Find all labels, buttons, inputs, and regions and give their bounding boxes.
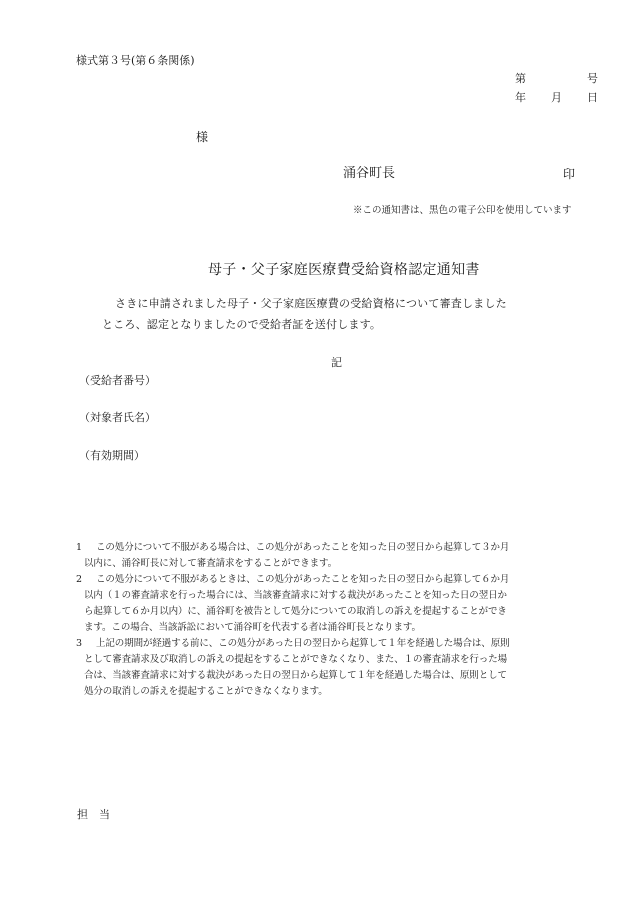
form-label: 様式第３号(第６条関係) — [76, 54, 195, 67]
note-line: 以内（１の審査請求を行った場合には、当該審査請求に対する裁決があったことを知った日の翌日か — [84, 590, 507, 601]
ki-label: 記 — [331, 356, 342, 369]
note-number: 3 — [76, 638, 82, 649]
note-item — [76, 636, 546, 700]
date-month: 月 — [551, 91, 562, 104]
date-year: 年 — [515, 91, 526, 104]
recipient-honorific: 様 — [196, 130, 209, 144]
note-line: 上記の期間が経過する前に、この処分があった日の翌日から起算して１年を経過した場合は、原則 — [96, 638, 510, 649]
note-item — [76, 540, 546, 572]
body-line-1: さきに申請されました母子・父子家庭医療費の受給資格について審査しました — [115, 297, 507, 310]
seal-note: ※この通知書は、黒色の電子公印を使用しています — [353, 205, 572, 216]
note-line: ます。この場合、当該訴訟において涌谷町を代表する者は涌谷町長となります。 — [84, 622, 421, 633]
note-number: 1 — [76, 542, 82, 553]
note-line: 処分の取消しの訴えを提起することができなくなります。 — [84, 686, 328, 697]
note-line: 以内に、涌谷町長に対して審査請求をすることができます。 — [84, 558, 338, 569]
note-item — [76, 572, 546, 636]
note-number: 2 — [76, 574, 82, 585]
note-line: として審査請求及び取消しの訴えの提起をすることができなくなり、また、１の審査請求を行った場 — [84, 654, 508, 665]
note-line: この処分について不服があるときは、この処分があったことを知った日の翌日から起算して６か月 — [96, 574, 510, 585]
field-recipient-number: （受給者番号） — [79, 374, 156, 387]
issuer-seal: 印 — [563, 167, 576, 181]
body-line-2: ところ、認定となりましたので受給者証を送付します。 — [102, 318, 382, 331]
field-subject-name: （対象者氏名） — [79, 411, 156, 424]
note-line: 合は、当該審査請求に対する裁決があった日の翌日から起算して１年を経過した場合は、原則として — [84, 670, 507, 681]
doc-number-prefix: 第 — [515, 72, 526, 85]
note-line: この処分について不服がある場合は、この処分があったことを知った日の翌日から起算して３か月 — [96, 542, 510, 553]
field-validity-period: （有効期間） — [79, 449, 145, 462]
issuer-name: 涌谷町長 — [343, 166, 396, 181]
note-line: ら起算して６か月以内）に、涌谷町を被告として処分についての取消しの訴えを提起することができ — [84, 606, 507, 617]
notes-section — [76, 540, 546, 700]
date-day: 日 — [587, 91, 598, 104]
doc-number-suffix: 号 — [587, 72, 598, 85]
document-title: 母子・父子家庭医療費受給資格認定通知書 — [208, 262, 480, 278]
staff-label: 担 当 — [77, 808, 110, 821]
